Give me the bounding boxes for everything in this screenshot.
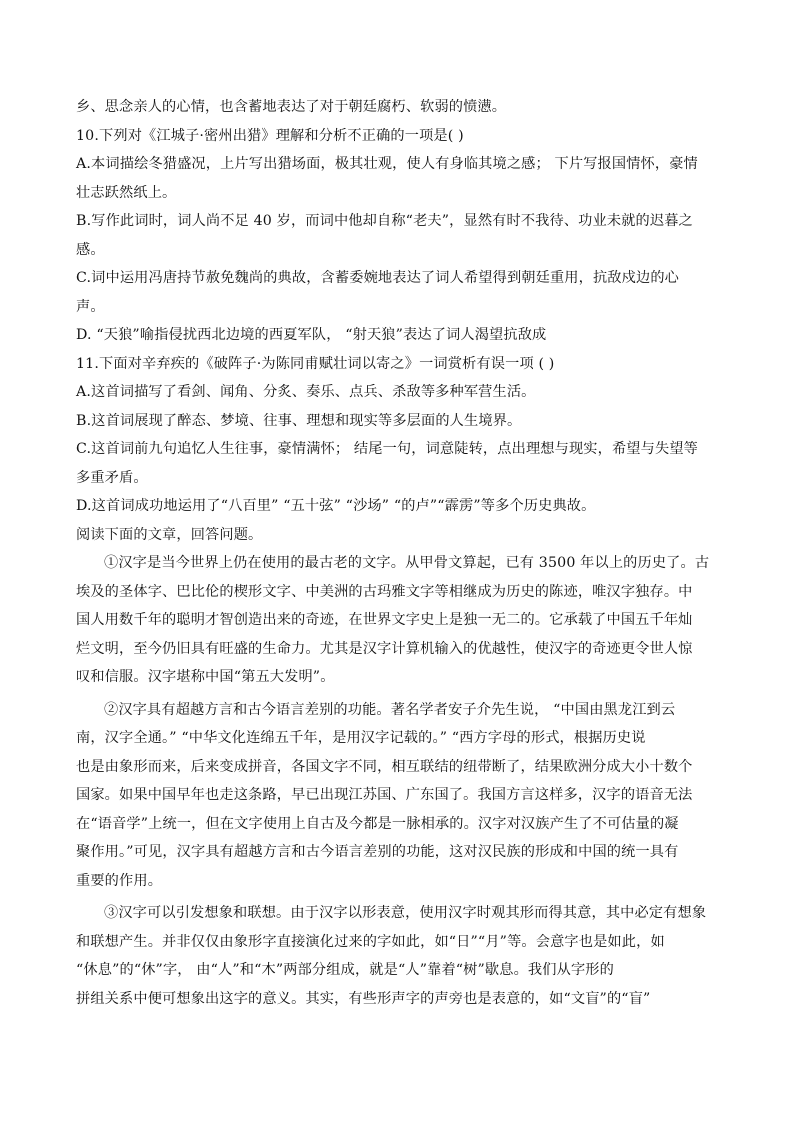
q10-option-d-line-1: D. “天狼”喻指侵扰西北边境的西夏军队， “射天狼”表达了词人渴望抗敌成 xyxy=(76,327,547,343)
q11-option-c-line-1: C.这首词前九句追忆人生往事，豪情满怀； 结尾一句，词意陡转，点出理想与现实，希望与失望等 xyxy=(76,441,698,457)
passage-p3-line-3: “休息”的“休”字， 由“人”和“木”两部分组成，就是“人”靠着“树”歇息。我们从字形的 xyxy=(76,962,614,978)
q11-option-c-line-2: 多重矛盾。 xyxy=(76,469,148,486)
passage-p3-line-4: 拼组关系中便可想象出这字的意义。其实，有些形声字的声旁也是表意的，如“文盲”的“盲” xyxy=(76,990,651,1007)
q11-option-a-line-1: A.这首词描写了看剑、闻角、分炙、奏乐、点兵、杀敌等多种军营生活。 xyxy=(76,384,536,400)
intro-continuation-line: 乡、思念亲人的心情，也含蓄地表达了对于朝廷腐朽、软弱的愤懑。 xyxy=(76,99,507,115)
passage-p3-line-1: ③汉字可以引发想象和联想。由于汉字以形表意，使用汉字时观其形而得其意，其中必定有想象 xyxy=(104,905,707,921)
passage-paragraph-1 xyxy=(76,549,718,692)
reading-instruction: 阅读下面的文章，回答问题。 xyxy=(76,526,263,543)
q10-option-b-line-2: 感。 xyxy=(76,241,105,258)
passage-p2-line-1: ②汉字具有超越方言和古今语言差别的功能。著名学者安子介先生说， “中国由黑龙江到云 xyxy=(104,701,676,718)
passage-paragraph-3 xyxy=(76,899,718,1013)
passage-p1-line-5: 叹和信服。汉字堪称中国“第五大发明”。 xyxy=(76,669,335,685)
passage-p1-line-3: 国人用数千年的聪明才智创造出来的奇迹，在世界文字史上是独一无二的。它承载了中国五千年灿 xyxy=(76,612,693,628)
question-10-stem: 10.下列对《江城子·密州出猎》理解和分析不正确的一项是( ) xyxy=(76,127,464,144)
passage-p2-line-4: 国家。如果中国早年也走这条路，早已出现江苏国、广东国了。我国方言这样多，汉字的语音无法 xyxy=(76,787,693,803)
passage-p2-line-6: 聚作用。”可见，汉字具有超越方言和古今语言差别的功能，这对汉民族的形成和中国的统一具有 xyxy=(76,844,679,860)
question-11-stem: 11.下面对辛弃疾的《破阵子·为陈同甫赋壮词以寄之》一词赏析有误一项 ( ) xyxy=(76,355,555,372)
q10-option-a-line-2: 壮志跃然纸上。 xyxy=(76,184,177,201)
question-10 xyxy=(76,122,718,350)
passage-p1-line-4: 烂文明，至今仍旧具有旺盛的生命力。尤其是汉字计算机输入的优越性，使汉字的奇迹更令世人惊 xyxy=(76,640,693,657)
q10-option-c-line-2: 声。 xyxy=(76,298,105,315)
q10-option-b-line-1: B.写作此词时，词人尚不足 40 岁，而词中他却自称“老夫”，显然有时不我待、功业未就的迟暮之 xyxy=(76,213,693,229)
passage-p2-line-5: 在“语音学”上统一，但在文字使用上自古及今都是一脉相承的。汉字对汉族产生了不可估量的凝 xyxy=(76,815,679,832)
passage-p1-line-1: ①汉字是当今世界上仍在使用的最古老的文字。从甲骨文算起，已有 3500 年以上的历史了。古 xyxy=(104,555,710,571)
q10-option-a-line-1: A.本词描绘冬猎盛况，上片写出猎场面，极其壮观，使人有身临其境之感； 下片写报国情怀，豪情 xyxy=(76,156,698,172)
q10-option-c-line-1: C.词中运用冯唐持节赦免魏尚的典故，含蓄委婉地表达了词人希望得到朝廷重用，抗敌戍边的心 xyxy=(76,270,679,286)
passage-paragraph-2 xyxy=(76,696,718,896)
passage-p2-line-3: 也是由象形而来，后来变成拼音，各国文字不同，相互联结的纽带断了，结果欧洲分成大小十数个 xyxy=(76,758,693,775)
question-11 xyxy=(76,350,718,521)
q11-option-d-line-1: D.这首词成功地运用了“八百里” “五十弦” “沙场” “的卢”“霹雳”等多个历史典故。 xyxy=(76,498,596,514)
q11-option-b-line-1: B.这首词展现了醉态、梦境、往事、理想和现实等多层面的人生境界。 xyxy=(76,412,522,429)
passage-p2-line-7: 重要的作用。 xyxy=(76,872,163,889)
passage-p2-line-2: 南，汉字全通。” “中华文化连绵五千年，是用汉字记载的。” “西方字母的形式，根据历史说 xyxy=(76,730,646,746)
passage-p1-line-2: 埃及的圣体字、巴比伦的楔形文字、中美洲的古玛雅文字等相继成为历史的陈迹，唯汉字独存。中 xyxy=(76,583,693,600)
passage-p3-line-2: 和联想产生。并非仅仅由象形字直接演化过来的字如此，如“日”“月”等。会意字也是如此，如 xyxy=(76,933,665,950)
